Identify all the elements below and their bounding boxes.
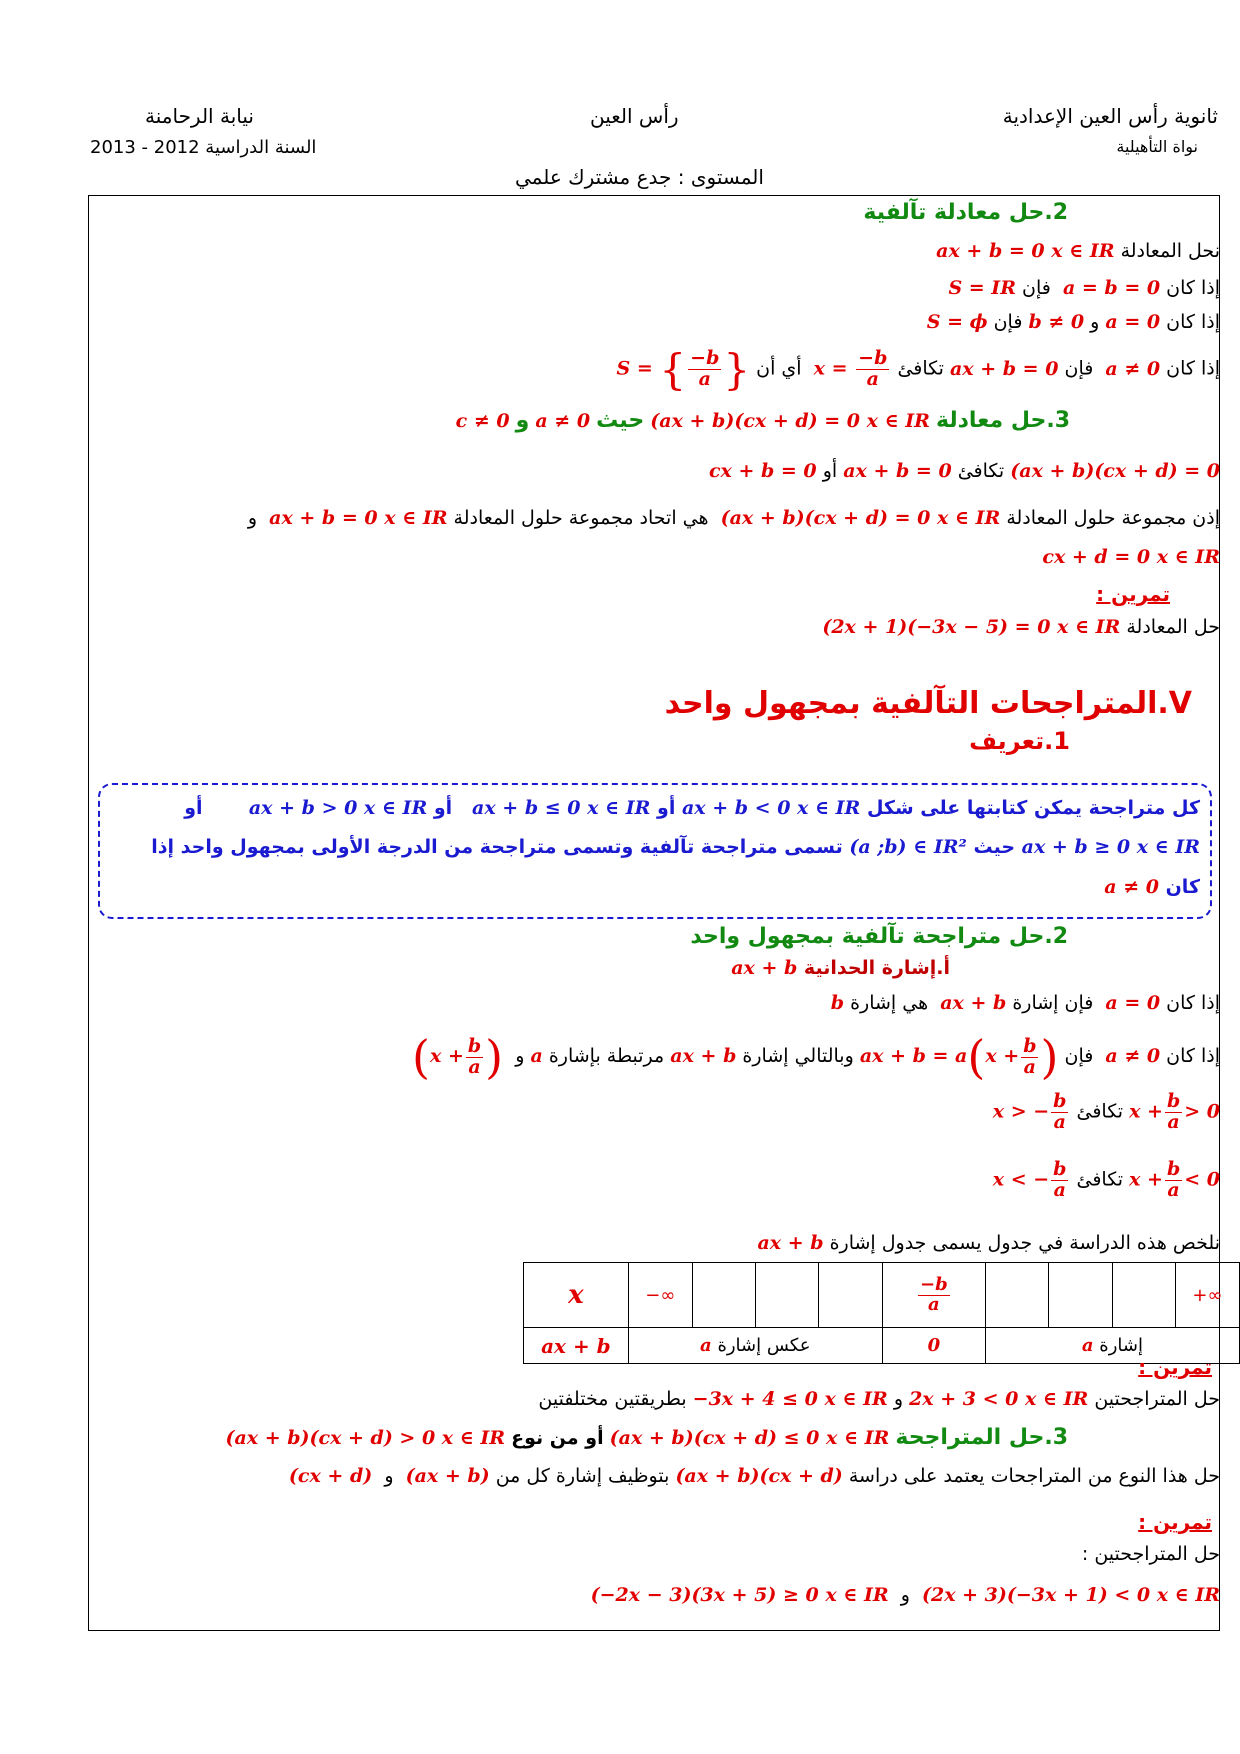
s53-l1-text-b: بتوظيف إشارة كل من [495,1465,670,1487]
section-2-title: 2.حل معادلة تآلفية [863,200,1068,225]
s2-l3-text-b: و [1090,311,1100,333]
def-line-3 [1104,876,1200,898]
root-cell [882,1263,985,1328]
s2-l4-x-eq: x = [813,357,848,380]
s52-l4-text: تكافئ [1076,1168,1124,1191]
s2-l4-solution [814,349,892,390]
sub-a-title-line [731,957,950,979]
school-name: ثانوية رأس العين الإعدادية [1002,104,1218,128]
s3-exercise-line [822,616,1220,638]
s53-or-type: أو من نوع [511,1427,604,1449]
s52-line-2 [412,1030,1220,1084]
s52-l2-text-e: و [515,1045,525,1067]
s52-summary-line [757,1232,1220,1254]
s52-l2-paren-term: (x + $\frac{b}{a}$ ) [412,1030,504,1084]
city-name: رأس العين [590,104,679,128]
s2-l3-text-a: إذا كان [1166,311,1220,333]
s3-line-2 [248,507,1220,529]
s2-line-2 [948,277,1220,299]
s52-l2-math-1: a ≠ 0 [1105,1045,1161,1067]
sign-zero-cell [882,1328,985,1364]
s52-line-3 [993,1092,1220,1133]
s52-l1-math-2: ax + b [940,992,1007,1014]
s2-l3-math-2: b ≠ 0 [1028,311,1085,333]
s2-l4-math-1: a ≠ 0 [1105,357,1161,380]
s3-l1-math-3: cx + b = 0 [708,460,817,482]
fraction-numerator: b [1053,1090,1067,1112]
fraction-denominator: a [1167,1110,1180,1133]
s3-line-3 [1042,546,1220,568]
s52-l2-text-d: مرتبطة بإشارة [548,1045,665,1067]
sign-right-text: إشارة [1099,1335,1143,1356]
s53-math-1: (ax + b)(cx + d) ≤ 0 x ∈ IR [609,1427,890,1449]
s3-title-math: (ax + b)(cx + d) = 0 x ∈ IR [650,410,930,432]
ex2-math-2: −3x + 4 ≤ 0 x ∈ IR [692,1388,888,1410]
s52-l4-ineq [1129,1160,1220,1201]
s2-l2-text-a: إذا كان [1166,277,1220,299]
s2-line-3 [927,311,1220,333]
def-l1-math-2: ax + b ≤ 0 x ∈ IR [472,797,651,819]
definition-title: 1.تعريف [969,727,1070,755]
ex3-math-1: (2x + 3)(−3x + 1) < 0 x ∈ IR [922,1584,1220,1606]
def-l3-text: كان [1165,876,1200,898]
s52-l2-factor-a: ax + b = a [859,1045,968,1067]
fraction-denominator: a [1167,1178,1180,1201]
s52-l2-text-c: وبالتالي إشارة [742,1045,854,1067]
def-l1-text-b: أو [657,797,676,819]
sign-right-math: a [1081,1335,1094,1356]
s3-l2-text-b: هي اتحاد مجموعة حلول المعادلة [453,507,709,529]
ex3-math-line [591,1584,1220,1606]
def-l3-math: a ≠ 0 [1104,876,1159,898]
s52-l2-x-plus-2: x + [430,1045,464,1067]
section-5-2-title: 2.حل متراجحة تآلفية بمجهول واحد [690,924,1068,949]
s3-l2-math-1: (ax + b)(cx + d) = 0 x ∈ IR [720,507,1001,529]
sign-left-text: عكس إشارة [717,1335,811,1356]
fraction-numerator: −b [858,347,888,370]
s2-line-1 [936,240,1220,262]
def-l2-math-1: ax + b ≥ 0 x ∈ IR [1021,836,1200,858]
s52-l4-fraction [1165,1160,1182,1201]
fraction-denominator: a [1053,1178,1066,1201]
s3-line-1 [709,460,1220,482]
s52-l1-math-3: b [830,992,845,1014]
s2-l4-s-eq: S = [616,357,653,380]
s3-l3-math: cx + d = 0 x ∈ IR [1042,546,1220,568]
s52-l4-x-plus: x + [1129,1168,1163,1191]
ex2-line [538,1388,1220,1410]
s52-l3-fraction [1165,1092,1182,1133]
empty-cell [692,1263,755,1328]
s52-l2-fraction-2 [466,1034,483,1078]
fraction-denominator: a [866,368,879,390]
s52-summary-math: ax + b [757,1232,824,1254]
s52-summary-text: نلخص هذه الدراسة في جدول يسمى جدول إشارة [829,1232,1220,1254]
s52-l3-fraction-2 [1051,1092,1068,1133]
s2-l4-text-a: إذا كان [1166,357,1220,380]
section-5-3-title-line [225,1425,1068,1450]
def-line-2 [151,836,1200,858]
def-l2-text-b: تسمى متراجحة تآلفية وتسمى متراجحة من الدرجة الأولى بمجهول واحد إذا [151,836,843,858]
def-l1-math-1: ax + b < 0 x ∈ IR [681,797,861,819]
s53-l1-math-3: (cx + d) [288,1465,373,1487]
directorate-name: نيابة الرحامنة [145,104,254,128]
root-numerator: −b [920,1273,948,1295]
s3-l1-math-2: ax + b = 0 [843,460,952,482]
empty-cell [985,1263,1048,1328]
empty-cell [1049,1263,1112,1328]
s53-l1-math-2: (ax + b) [405,1465,490,1487]
s53-math-2: (ax + b)(cx + d) > 0 x ∈ IR [225,1427,506,1449]
s2-l4-math-2: ax + b = 0 [949,357,1059,380]
s3-where: حيث [596,408,645,433]
fraction-numerator: b [1053,1158,1067,1180]
fraction-numerator: b [1166,1158,1181,1180]
s2-l3-math-3: S = ϕ [926,311,988,333]
s52-l4-fraction-2 [1051,1160,1068,1201]
minus-infinity: −∞ [628,1263,692,1328]
s2-l4-fraction [856,349,889,390]
s3-and: و [515,408,530,433]
fraction-numerator: b [1023,1034,1037,1057]
fraction-numerator: b [467,1034,482,1057]
root-denominator: a [928,1293,940,1315]
def-l2-math-2: (a ;b) ∈ IR² [849,836,967,858]
s52-l2-math-4: a [530,1045,543,1067]
s52-l1-math-1: a = 0 [1105,992,1161,1014]
sign-left-math: a [700,1335,712,1356]
s52-l4-result [993,1160,1071,1201]
s2-l2-math-2: S = IR [948,277,1016,299]
s2-l4-text-d: أي أن [756,357,802,380]
ex2-title: تمرين : [1138,1355,1212,1379]
s52-l1-text-a: إذا كان [1166,992,1220,1014]
s2-l1-text: نحل المعادلة [1120,240,1220,262]
section-5-3-title: 3.حل المتراجحة [895,1425,1068,1450]
ex3-text: حل المتراجحتين : [1081,1543,1220,1565]
s52-l2-text-a: إذا كان [1166,1045,1220,1067]
s53-l1-math-1: (ax + b)(cx + d) [675,1465,843,1487]
s3-l1-text-b: أو [822,460,838,482]
ex2-text-b: بطريقتين مختلفتين [538,1388,687,1410]
s2-l2-math-1: a = b = 0 [1062,277,1161,299]
sign-table-x-header [524,1263,629,1328]
def-l1-text-c: أو [433,797,453,819]
def-l1-math-3: ax + b > 0 x ∈ IR [248,797,428,819]
plus-infinity: +∞ [1175,1263,1239,1328]
s52-l3-ineq [1129,1092,1220,1133]
s52-l2-x-plus: x + [985,1045,1020,1067]
x-label: x [568,1280,584,1310]
s52-l2-math-3: ax + b [670,1045,737,1067]
fraction-denominator: a [698,368,711,390]
def-l1-text-a: كل متراجحة يمكن كتابتها على شكل [866,797,1200,819]
sign-table-row-sign [524,1328,1240,1364]
fraction-numerator: b [1166,1090,1181,1112]
s3-exercise-title: تمرين : [1096,582,1170,606]
s53-l1-text-c: و [384,1465,394,1487]
section-3-title: 3.حل معادلة [935,408,1070,433]
sign-table-row-x [524,1263,1240,1328]
section-5-title: V.المتراجحات التآلفية بمجهول واحد [664,686,1192,721]
s52-l2-factor: ax + b = a(x + $\frac{b}{a}$ ) [859,1030,1059,1084]
empty-cell [1112,1263,1175,1328]
ex2-math-1: 2x + 3 < 0 x ∈ IR [909,1388,1089,1410]
s52-l1-text-b: فإن إشارة [1012,992,1094,1014]
s3-l2-math-2: ax + b = 0 x ∈ IR [269,507,448,529]
s53-l1-text-a: حل هذا النوع من المتراجحات يعتمد على دراسة [848,1465,1220,1487]
fraction-denominator: a [1053,1110,1066,1133]
s52-l2-text-b: فإن [1064,1045,1094,1067]
s2-line-4 [617,345,1220,394]
sign-table-row-label [524,1328,629,1364]
s52-l3-result [993,1092,1071,1133]
level-label: المستوى : جدع مشترك علمي [515,165,764,189]
empty-cell [819,1263,882,1328]
ex3-math-2: (−2x − 3)(3x + 5) ≥ 0 x ∈ IR [590,1584,889,1606]
sign-table [523,1262,1240,1364]
s3-cond-2: c ≠ 0 [455,410,510,432]
s2-l4-text-c: تكافئ [897,357,944,380]
s2-l3-math-1: a = 0 [1105,311,1161,333]
s52-l4-lt-zero: < 0 [1184,1168,1220,1191]
empty-cell [756,1263,819,1328]
s3-l1-text-a: تكافئ [957,460,1005,482]
school-subtitle: نواة التأهيلية [1116,137,1198,156]
def-l1-text-d: أو [184,797,203,819]
fraction-denominator: a [468,1055,481,1078]
s3-l1-math-1: (ax + b)(cx + d) = 0 [1010,460,1220,482]
fraction-numerator: −b [690,347,720,370]
ex2-and: و [893,1388,904,1410]
school-year: السنة الدراسية 2012 - 2013 [90,137,317,158]
s52-l1-text-c: هي إشارة [850,992,929,1014]
s2-l2-text-b: فإن [1022,277,1051,299]
s2-l1-math: ax + b = 0 x ∈ IR [936,240,1115,262]
s2-l3-text-c: فإن [993,311,1023,333]
s2-l4-set: S = { $\frac{-b}{a}$ } [616,345,751,394]
s3-ex-math: (2x + 1)(−3x − 5) = 0 x ∈ IR [822,616,1121,638]
sign-zero: 0 [927,1335,941,1356]
def-line-1 [184,797,1200,819]
sub-a-title: أ.إشارة الحدانية [803,957,950,979]
s52-l4-x-lt: x < − [992,1168,1050,1191]
ex3-title: تمرين : [1138,1510,1212,1534]
sub-a-math: ax + b [731,957,798,979]
s52-l2-fraction [1021,1034,1038,1078]
s52-l3-x-plus: x + [1129,1100,1163,1123]
s52-line-1 [831,992,1220,1014]
s3-cond-1: a ≠ 0 [535,410,591,432]
ex3-and: و [900,1584,910,1606]
def-l2-text-a: حيث [973,836,1016,858]
row-label-math: ax + b [541,1333,611,1358]
s3-ex-text: حل المعادلة [1126,616,1220,638]
sign-left-cell [628,1328,882,1364]
s2-l4-text-b: فإن [1064,357,1094,380]
s3-l2-text-a: إذن مجموعة حلول المعادلة [1006,507,1220,529]
s2-l4-set-fraction [688,349,721,390]
s52-l3-text: تكافئ [1076,1100,1124,1123]
s52-l3-x-gt: x > − [992,1100,1050,1123]
ex3-text-line [1082,1543,1220,1565]
s52-l3-gt-zero: > 0 [1184,1100,1220,1123]
s53-line-1 [289,1465,1220,1487]
s3-l2-text-c: و [247,507,258,529]
fraction-denominator: a [1023,1055,1036,1078]
section-3-title-line [456,408,1070,433]
s52-line-4 [993,1160,1220,1201]
ex2-text-a: حل المتراجحتين [1094,1388,1220,1410]
